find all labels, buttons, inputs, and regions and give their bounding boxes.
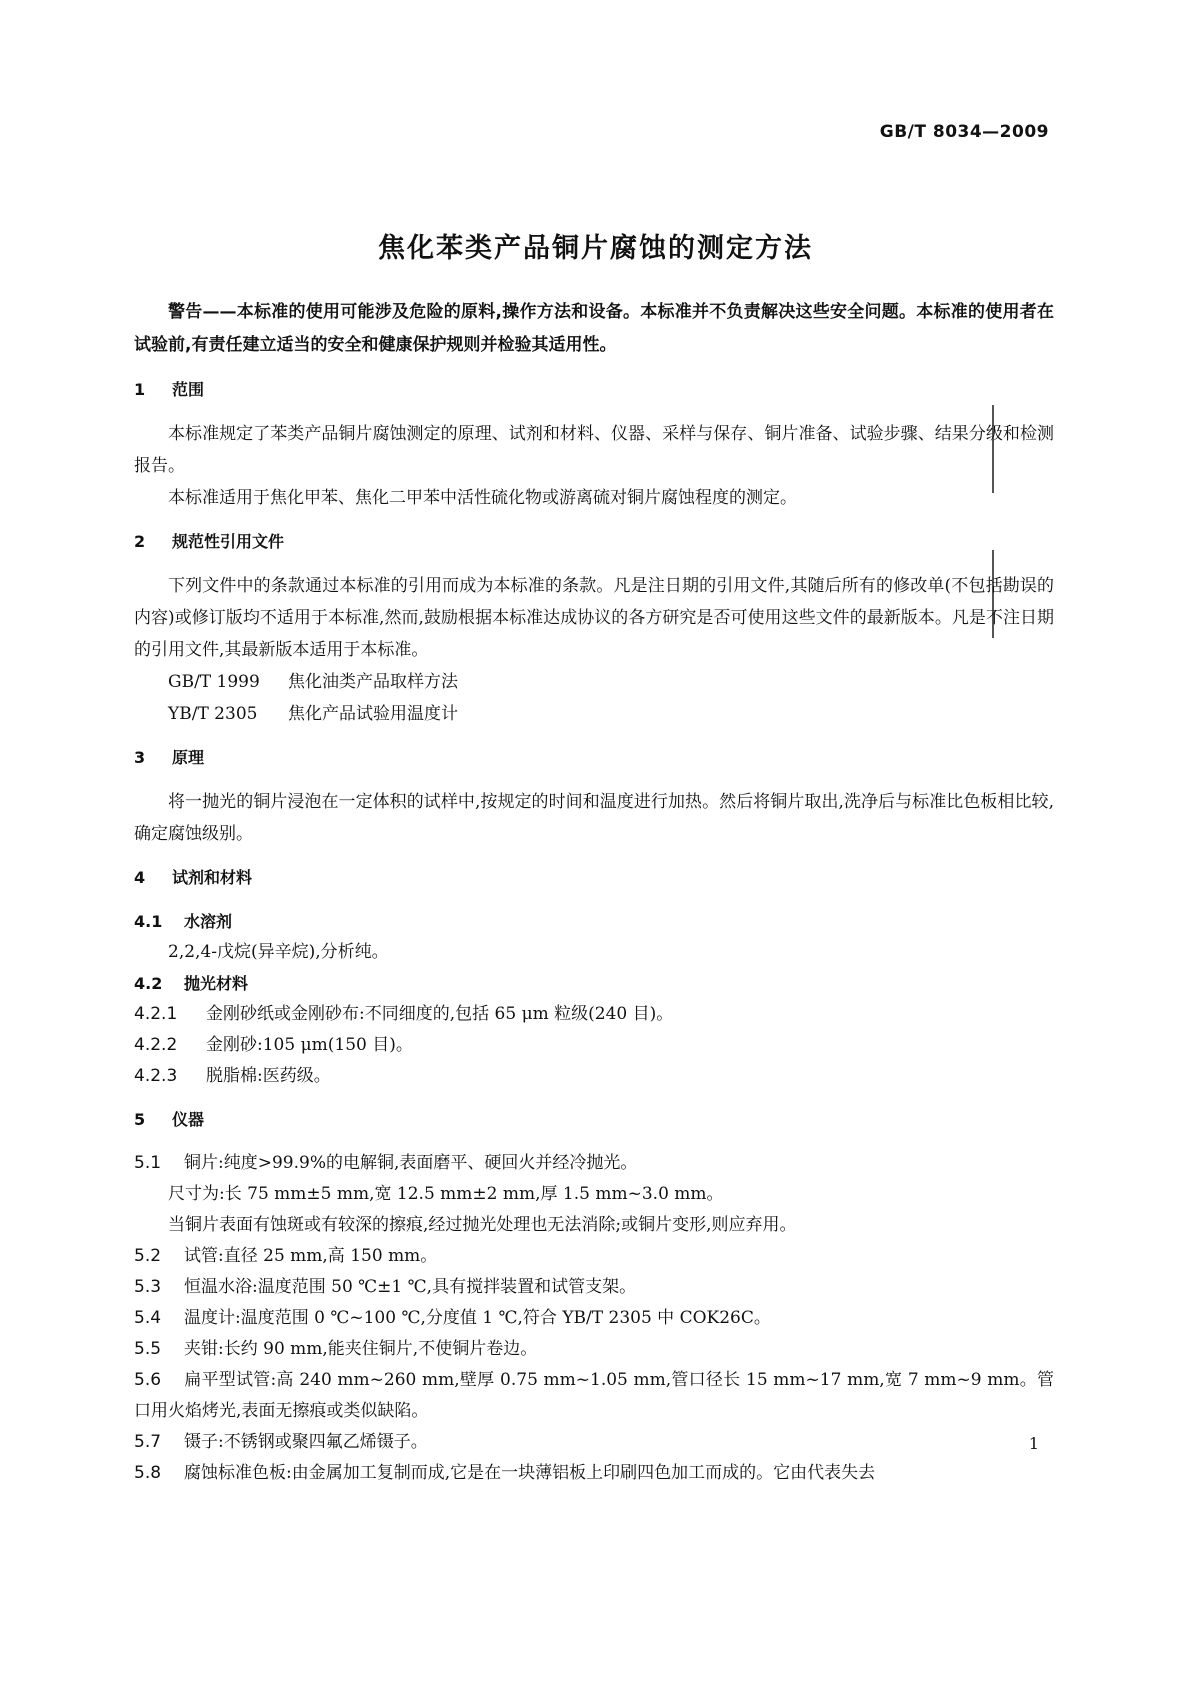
clause-item bbox=[134, 1303, 1054, 1334]
page-number: 1 bbox=[1028, 1434, 1039, 1453]
subsection-heading bbox=[134, 906, 1054, 937]
section-number: 3 bbox=[134, 748, 146, 767]
clause-number: 5.3 bbox=[134, 1277, 162, 1297]
reference-entry bbox=[134, 698, 1054, 730]
standard-code: GB/T 8034—2009 bbox=[879, 122, 1049, 142]
warning-paragraph: 警告——本标准的使用可能涉及危险的原料,操作方法和设备。本标准并不负责解决这些安全问题。本标准的使用者在试验前,有责任建立适当的安全和健康保护规则并检验其适用性。 bbox=[134, 302, 1054, 355]
clause-text: 恒温水浴:温度范围 50 ℃±1 ℃,具有搅拌装置和试管支架。 bbox=[184, 1277, 637, 1297]
clause-item bbox=[134, 1334, 1054, 1365]
reference-entry bbox=[134, 666, 1054, 698]
clause-text: 铜片:纯度>99.9%的电解铜,表面磨平、硬回火并经冷抛光。 bbox=[184, 1153, 638, 1173]
section-heading-scope bbox=[134, 374, 1054, 406]
clause-text: 金刚砂:105 μm(150 目)。 bbox=[206, 1035, 413, 1055]
clause-item bbox=[134, 1427, 1054, 1458]
section-heading-apparatus bbox=[134, 1104, 1054, 1136]
clause-item bbox=[134, 1365, 1054, 1427]
subsection-heading bbox=[134, 968, 1054, 999]
subsection-title: 水溶剂 bbox=[184, 912, 233, 931]
clause-number: 5.1 bbox=[134, 1153, 162, 1173]
clause-number: 5.4 bbox=[134, 1308, 162, 1328]
subsection-number: 4.1 bbox=[134, 912, 163, 931]
clause-number: 5.6 bbox=[134, 1370, 162, 1390]
document-body bbox=[134, 296, 1054, 1489]
section-heading-references bbox=[134, 526, 1054, 558]
clause-item bbox=[134, 1241, 1054, 1272]
clause-number: 5.5 bbox=[134, 1339, 162, 1359]
section-number: 1 bbox=[134, 380, 146, 399]
clause-text: 试管:直径 25 mm,高 150 mm。 bbox=[184, 1246, 438, 1266]
document-title: 焦化苯类产品铜片腐蚀的测定方法 bbox=[378, 233, 813, 264]
section-title: 范围 bbox=[172, 380, 205, 399]
clause-text: 扁平型试管:高 240 mm~260 mm,壁厚 0.75 mm~1.05 mm,管口径长 15 mm~17 mm,宽 7 mm~9 mm。管口用火焰烤光,表面无擦痕或类似缺陷。 bbox=[134, 1370, 1054, 1421]
clause-text: 腐蚀标准色板:由金属加工复制而成,它是在一块薄铝板上印刷四色加工而成的。它由代表失去 bbox=[184, 1463, 876, 1483]
clause-number: 4.2.1 bbox=[134, 1004, 178, 1024]
reference-code: YB/T 2305 bbox=[168, 704, 258, 724]
section-title: 原理 bbox=[172, 748, 205, 767]
principle-paragraph: 将一抛光的铜片浸泡在一定体积的试样中,按规定的时间和温度进行加热。然后将铜片取出,洗净后与标准比色板相比较,确定腐蚀级别。 bbox=[134, 792, 1054, 844]
clause-text: 夹钳:长约 90 mm,能夹住铜片,不使铜片卷边。 bbox=[184, 1339, 538, 1359]
reference-title: 焦化油类产品取样方法 bbox=[288, 672, 458, 692]
subsection-number: 4.2 bbox=[134, 974, 163, 993]
subsection-title: 抛光材料 bbox=[184, 974, 249, 993]
section-heading-reagents bbox=[134, 862, 1054, 894]
clause-number: 4.2.3 bbox=[134, 1066, 178, 1086]
clause-number: 5.7 bbox=[134, 1432, 162, 1452]
clause-item bbox=[134, 1030, 1054, 1061]
clause-text: 脱脂棉:医药级。 bbox=[206, 1066, 331, 1086]
scope-paragraph: 本标准规定了苯类产品铜片腐蚀测定的原理、试剂和材料、仪器、采样与保存、铜片准备、试验步骤、结果分级和检测报告。 bbox=[134, 424, 1054, 476]
clause-item bbox=[134, 999, 1054, 1030]
section-number: 5 bbox=[134, 1110, 146, 1129]
section-title: 规范性引用文件 bbox=[172, 532, 285, 551]
section-heading-principle bbox=[134, 742, 1054, 774]
clause-number: 5.2 bbox=[134, 1246, 162, 1266]
section-title: 仪器 bbox=[172, 1110, 205, 1129]
clause-continuation: 尺寸为:长 75 mm±5 mm,宽 12.5 mm±2 mm,厚 1.5 mm~3.0 mm。 bbox=[168, 1184, 724, 1204]
clause-number: 5.8 bbox=[134, 1463, 162, 1483]
clause-item bbox=[134, 1148, 1054, 1179]
clause-text: 金刚砂纸或金刚砂布:不同细度的,包括 65 μm 粒级(240 目)。 bbox=[206, 1004, 674, 1024]
clause-item bbox=[134, 1061, 1054, 1092]
section-title: 试剂和材料 bbox=[172, 868, 253, 887]
clause-number: 4.2.2 bbox=[134, 1035, 178, 1055]
clause-text: 镊子:不锈钢或聚四氟乙烯镊子。 bbox=[184, 1432, 428, 1452]
subsection-text: 2,2,4-戊烷(异辛烷),分析纯。 bbox=[168, 942, 389, 962]
section-number: 2 bbox=[134, 532, 146, 551]
reference-code: GB/T 1999 bbox=[168, 672, 260, 692]
clause-continuation: 当铜片表面有蚀斑或有较深的擦痕,经过抛光处理也无法消除;或铜片变形,则应弃用。 bbox=[168, 1215, 797, 1235]
reference-title: 焦化产品试验用温度计 bbox=[288, 704, 458, 724]
section-number: 4 bbox=[134, 868, 146, 887]
clause-item bbox=[134, 1458, 1054, 1489]
clause-text: 温度计:温度范围 0 ℃~100 ℃,分度值 1 ℃,符合 YB/T 2305 中 COK26C。 bbox=[184, 1308, 771, 1328]
clause-item bbox=[134, 1272, 1054, 1303]
references-paragraph: 下列文件中的条款通过本标准的引用而成为本标准的条款。凡是注日期的引用文件,其随后所有的修改单(不包括勘误的内容)或修订版均不适用于本标准,然而,鼓励根据本标准达成协议的各方研究是否可使用这些文件的最新版本。凡是不注日期的引用文件,其最新版本适用于本标准。 bbox=[134, 576, 1054, 660]
scope-paragraph: 本标准适用于焦化甲苯、焦化二甲苯中活性硫化物或游离硫对铜片腐蚀程度的测定。 bbox=[168, 488, 797, 508]
